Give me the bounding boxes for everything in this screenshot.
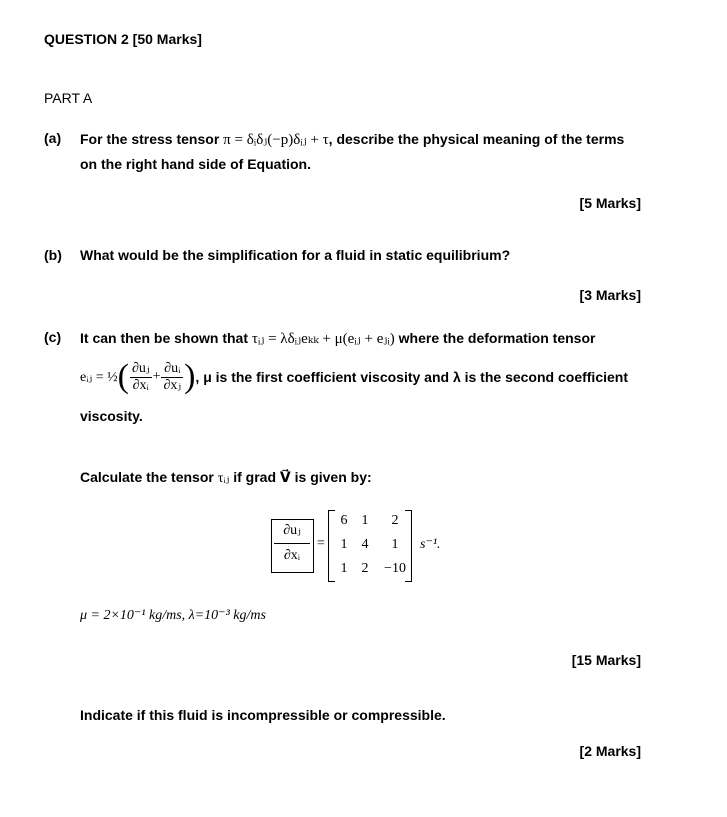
matrix-cell: 1 [391, 537, 399, 552]
calc-symbol: τᵢⱼ [217, 471, 230, 486]
item-b-label: (b) [44, 247, 62, 263]
item-c-line3: viscosity. [80, 408, 143, 424]
item-d-text: Indicate if this fluid is incompressible or compressible. [80, 707, 446, 723]
deformation-tensor-line: eᵢⱼ = ½ ( $\frac{\text{∂uⱼ}}{\text{∂xᵢ}}$ + $\frac{\text{∂uᵢ}}{\text{∂xⱼ}}$ ) , μ is the first coefficient viscosity and λ is the second coefficient [80, 358, 628, 395]
grad-num: ∂uⱼ [274, 519, 310, 544]
equals-sign: = [317, 536, 325, 551]
item-a-marks: [5 Marks] [579, 195, 641, 211]
item-b-marks: [3 Marks] [579, 287, 641, 303]
shear-stress-equation: τᵢⱼ = λδᵢⱼeₖₖ + μ(eᵢⱼ + eⱼᵢ) [251, 331, 395, 347]
unit-label: s⁻¹. [420, 537, 441, 552]
fraction-1-num: ∂uⱼ [131, 360, 150, 376]
matrix-cell: −10 [384, 561, 406, 576]
item-c-text-before: It can then be shown that [80, 330, 249, 346]
deformation-lhs: eᵢⱼ = ½ [80, 369, 118, 385]
matrix-cell: 1 [361, 513, 369, 528]
matrix-cell: 4 [361, 537, 369, 552]
fraction-2 [161, 361, 183, 394]
fraction-2-num: ∂uᵢ [161, 361, 183, 378]
item-a-line1 [80, 130, 624, 149]
fraction-2-den: ∂xⱼ [163, 377, 182, 393]
grad-fraction [274, 519, 310, 568]
calc-line [80, 469, 372, 487]
item-c-label: (c) [44, 329, 62, 345]
item-b-text: What would be the simplification for a fluid in static equilibrium? [80, 247, 511, 263]
item-a-text-after: , describe the physical meaning of the terms [328, 131, 625, 147]
item-a-label: (a) [44, 130, 62, 146]
stress-tensor-equation: π = δᵢδⱼ(−p)δᵢⱼ + τ [223, 132, 329, 148]
item-a-line2: on the right hand side of Equation. [80, 156, 311, 172]
matrix-cell: 6 [340, 513, 348, 528]
matrix-cell: 1 [340, 561, 348, 576]
matrix-cell: 2 [361, 561, 369, 576]
fraction-1 [130, 361, 152, 394]
part-heading: PART A [44, 90, 93, 106]
calc-text-after: if grad V⃗ is given by: [233, 469, 372, 485]
item-c-line1 [80, 329, 595, 348]
velocity-gradient-matrix [328, 510, 412, 582]
item-c-text-after: where the deformation tensor [398, 330, 596, 346]
deformation-description: , μ is the first coefficient viscosity and λ is the second coefficient [195, 369, 628, 385]
grad-den: ∂xᵢ [283, 548, 301, 563]
item-c-marks: [15 Marks] [571, 652, 641, 668]
calc-text-before: Calculate the tensor [80, 469, 214, 485]
viscosity-params: μ = 2×10⁻¹ kg/ms, λ=10⁻³ kg/ms [80, 608, 266, 623]
question-heading: QUESTION 2 [50 Marks] [44, 31, 202, 47]
matrix-cell: 1 [340, 537, 348, 552]
item-a-text-before: For the stress tensor [80, 131, 220, 147]
item-d-marks: [2 Marks] [579, 743, 641, 759]
fraction-1-den: ∂xᵢ [132, 377, 149, 393]
matrix-cell: 2 [391, 513, 399, 528]
